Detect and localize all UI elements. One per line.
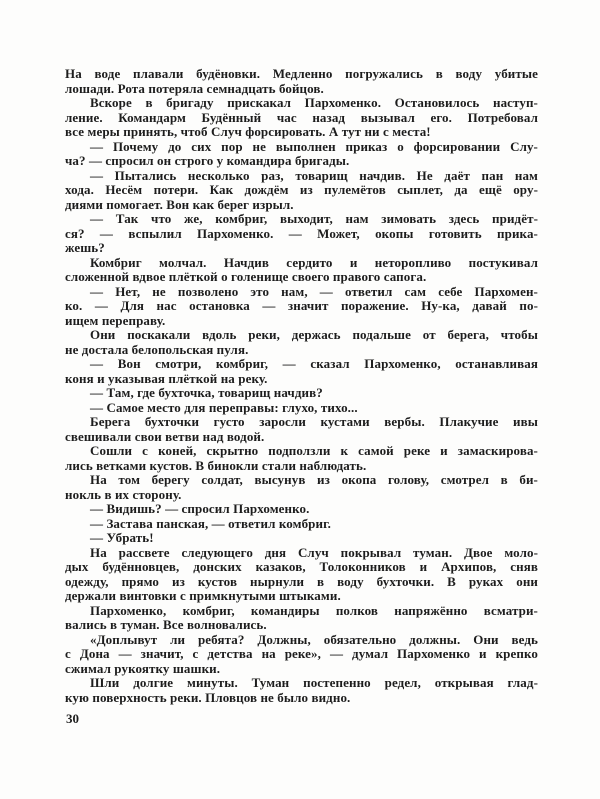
text-line: — Пытались несколько раз, товарищ начдив. Не даёт пан нам xyxy=(90,168,538,183)
text-line: Вскоре в бригаду прискакал Пархоменко. Остановилось наступ- xyxy=(90,96,538,110)
text-line: лись ветками кустов. В бинокли стали наблюдать. xyxy=(65,458,367,473)
text-line: — Нет, не позволено это нам, — ответил сам себе Пархомен- xyxy=(90,284,538,299)
text-line: диями помогает. Вон как берег изрыл. xyxy=(65,197,294,212)
paragraph xyxy=(65,285,538,329)
paragraph xyxy=(65,140,538,169)
text-line: лошади. Рота потеряла семнадцать бойцов. xyxy=(65,81,324,96)
text-line: — Убрать! xyxy=(90,531,154,545)
paragraph xyxy=(65,169,538,213)
text-line: — Почему до сих пор не выполнен приказ о форсировании Слу- xyxy=(90,139,538,154)
paragraph xyxy=(65,357,538,386)
text-line: На том берегу солдат, высунув из окопа голову, смотрел в би- xyxy=(90,473,538,487)
paragraph xyxy=(65,531,538,546)
paragraph xyxy=(65,633,538,677)
text-body xyxy=(65,67,538,705)
text-line: жешь? xyxy=(65,241,105,255)
text-line: — Видишь? — спросил Пархоменко. xyxy=(90,502,310,516)
paragraph xyxy=(65,328,538,357)
text-line: Они поскакали вдоль реки, держась подальше от берега, чтобы xyxy=(90,328,538,342)
page-number: 30 xyxy=(66,711,79,726)
text-line: ищем переправу. xyxy=(65,313,166,328)
text-line: ча? — спросил он строго у командира бригады. xyxy=(65,154,350,168)
text-line: одежду, прямо из кустов нырнули в воду бухточки. В руках они xyxy=(65,574,538,589)
paragraph xyxy=(65,386,538,401)
text-line: хода. Несём потери. Как дождём из пулемётов сыплет, да ещё ору- xyxy=(65,183,538,197)
text-line: сложенной вдвое плёткой о голенище своего правого сапога. xyxy=(65,270,427,284)
text-line: сжимал рукоятку шашки. xyxy=(65,661,221,676)
text-line: не достала белопольская пуля. xyxy=(65,342,249,357)
paragraph xyxy=(65,415,538,444)
text-line: нокль в их сторону. xyxy=(65,487,182,502)
text-line: ление. Командарм Будённый час назад вызывал его. Потребовал xyxy=(65,110,538,125)
text-line: — Там, где бухточка, товарищ начдив? xyxy=(90,386,323,400)
text-line: — Так что же, комбриг, выходит, нам зимовать здесь придёт- xyxy=(90,212,538,226)
text-line: ся? — вспылил Пархоменко. — Может, окопы готовить прика- xyxy=(65,226,538,241)
text-line: Комбриг молчал. Начдив сердито и неторопливо постукивал xyxy=(90,255,538,270)
text-line: — Застава панская, — ответил комбриг. xyxy=(90,516,331,531)
paragraph xyxy=(65,401,538,416)
text-line: — Вон смотри, комбриг, — сказал Пархоменко, останавливая xyxy=(90,357,538,371)
text-line: Шли долгие минуты. Туман постепенно редел, открывая глад- xyxy=(90,676,538,690)
paragraph xyxy=(65,256,538,285)
paragraph xyxy=(65,546,538,604)
text-line: «Доплывут ли ребята? Должны, обязательно должны. Они ведь xyxy=(90,632,538,647)
text-line: дых будённовцев, донских казаков, Толоконников и Архипов, сняв xyxy=(65,560,538,574)
text-line: коня и указывая плёткой на реку. xyxy=(65,371,268,386)
paragraph xyxy=(65,96,538,140)
paragraph xyxy=(65,676,538,705)
text-line: Берега бухточки густо заросли кустами вербы. Плакучие ивы xyxy=(90,415,538,429)
text-line: На рассвете следующего дня Случ покрывал туман. Двое моло- xyxy=(90,545,538,560)
paragraph xyxy=(65,517,538,532)
paragraph xyxy=(65,473,538,502)
paragraph xyxy=(65,212,538,256)
text-line: с Дона — значит, с детства на реке», — думал Пархоменко и крепко xyxy=(65,647,538,661)
text-line: Пархоменко, комбриг, командиры полков напряжённо всматри- xyxy=(90,603,538,618)
text-line: все меры принять, чтоб Случ форсировать. А тут ни с места! xyxy=(65,125,431,139)
text-line: Сошли с коней, скрытно подползли к самой реке и замаскирова- xyxy=(90,444,538,458)
text-line: держали винтовки с примкнутыми штыками. xyxy=(65,589,341,603)
text-line: — Самое место для переправы: глухо, тихо... xyxy=(90,400,358,415)
paragraph xyxy=(65,502,538,517)
paragraph xyxy=(65,67,538,96)
text-line: ко. — Для нас остановка — значит поражение. Ну-ка, давай по- xyxy=(65,299,538,313)
paragraph xyxy=(65,604,538,633)
text-line: свешивали свои ветви над водой. xyxy=(65,429,265,444)
text-line: вались в туман. Все волновались. xyxy=(65,618,267,632)
text-line: кую поверхность реки. Пловцов не было видно. xyxy=(65,690,351,705)
paragraph xyxy=(65,444,538,473)
text-line: На воде плавали будёновки. Медленно погружались в воду убитые xyxy=(65,67,538,81)
